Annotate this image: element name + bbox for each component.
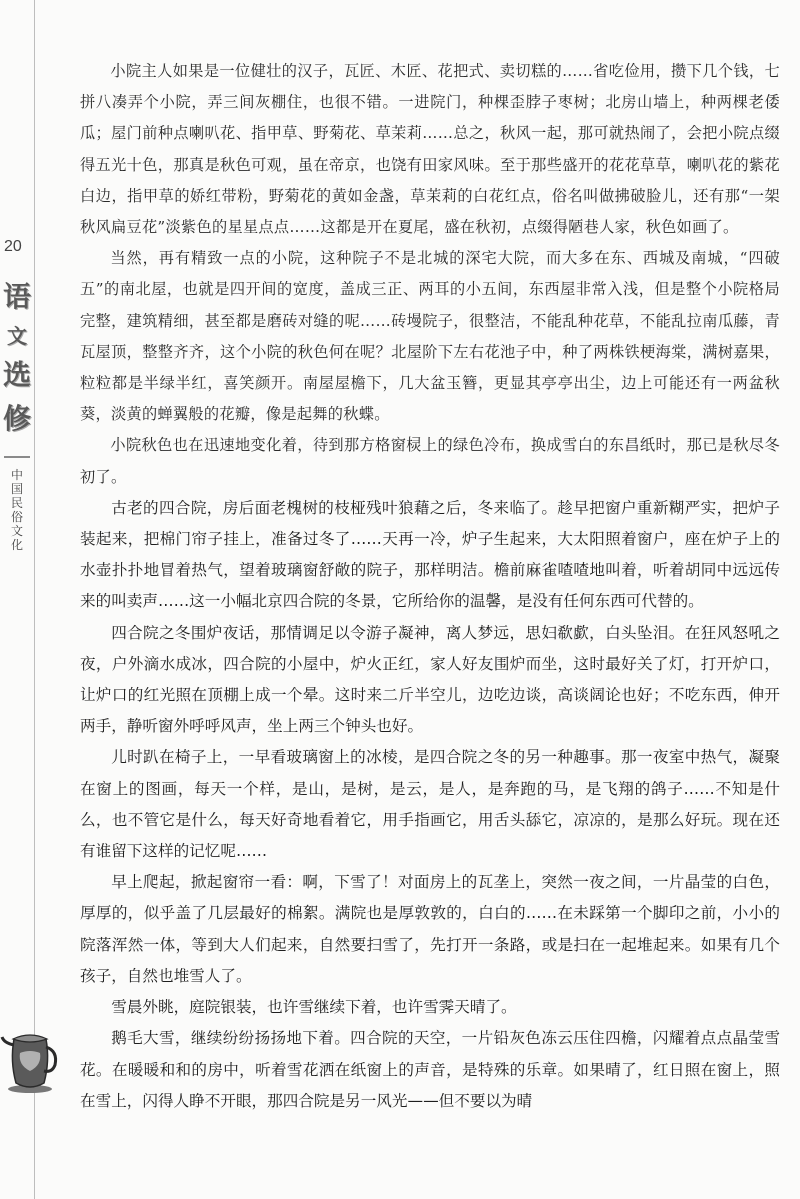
series-title-char: 选 xyxy=(2,358,31,391)
section-winter xyxy=(80,493,780,1117)
subtitle-char: 中 xyxy=(10,468,23,482)
side-separator xyxy=(4,456,30,458)
paragraph: 古老的四合院，房后面老槐树的枝桠残叶狼藉之后，冬来临了。趁早把窗户重新糊严实，把炉子装起来，把棉门帘子挂上，准备过冬了……天再一冷，炉子生起来，大太阳照着窗户，座在炉子上的水壶扑扑地冒着热气，望着玻璃窗舒敞的院子，那样明洁。檐前麻雀喳喳地叫着，听着胡同中远远传来的叫卖声……这一小幅北京四合院的冬景，它所给你的温馨，是没有任何东西可代替的。 xyxy=(80,498,780,611)
margin-rule xyxy=(34,0,35,1199)
paragraph: 鹅毛大雪，继续纷纷扬扬地下着。四合院的天空，一片铅灰色冻云压住四檐，闪耀着点点晶莹雪花。在暖暖和和的房中，听着雪花洒在纸窗上的声音，是特殊的乐章。如果晴了，红日照在窗上，照在雪上，闪得人睁不开眼，那四合院是另一风光——但不要以为晴 xyxy=(80,1029,780,1110)
subtitle-char: 俗 xyxy=(10,510,23,524)
series-title-char: 语 xyxy=(2,280,31,313)
paragraph: 儿时趴在椅子上，一早看玻璃窗上的冰棱，是四合院之冬的另一种趣事。那一夜室中热气，凝聚在窗上的图画，每天一个样，是山，是树，是云，是人，是奔跑的马，是飞翔的鸽子……不知是什么，也不管它是什么，每天好奇地看着它，用手指画它，用舌头舔它，凉凉的，是那么好玩。现在还有谁留下这样的记忆呢…… xyxy=(80,748,780,861)
book-subtitle xyxy=(8,468,26,552)
subtitle-char: 民 xyxy=(10,496,23,510)
paragraph: 四合院之冬围炉夜话，那情调足以令游子凝神，离人梦远，思妇欷歔，白头坠泪。在狂风怒吼之夜，户外滴水成冰，四合院的小屋中，炉火正红，家人好友围炉而坐，这时最好关了灯，打开炉口，让炉口的红光照在顶棚上成一个晕。这时来二斤半空儿，边吃边谈，高谈阔论也好；不吃东西，伸开两手，静听窗外呼呼风声，坐上两三个钟头也好。 xyxy=(80,623,780,736)
paragraph: 早上爬起，掀起窗帘一看：啊，下雪了！对面房上的瓦垄上，突然一夜之间，一片晶莹的白色，厚厚的，似乎盖了几层最好的棉絮。满院也是厚敦敦的，白白的……在未踩第一个脚印之前，小小的院落浑然一体，等到大人们起来，自然要扫雪了，先打开一条路，或是扫在一起堆起来。如果有几个孩子，自然也堆雪人了。 xyxy=(80,873,780,985)
paragraph: 雪晨外眺，庭院银装，也许雪继续下着，也许雪霁天晴了。 xyxy=(111,998,517,1017)
page-number: 20 xyxy=(4,238,22,255)
series-title xyxy=(2,280,32,436)
teapot-icon xyxy=(0,1025,60,1095)
paragraph: 小院主人如果是一位健壮的汉子，瓦匠、木匠、花把式、卖切糕的……省吃俭用，攒下几个钱，七拼八凑弄个小院，弄三间灰棚住，也很不错。一进院门，种棵歪脖子枣树；北房山墙上，种两棵老倭瓜；屋门前种点喇叭花、指甲草、野菊花、草茉莉……总之，秋风一起，那可就热闹了，会把小院点缀得五光十色，那真是秋色可观，虽在帝京，也饶有田家风味。至于那些盛开的花花草草，喇叭花的紫花白边，指甲草的娇红带粉，野菊花的黄如金盏，草茉莉的白花红点，俗名叫做拂破脸儿，还有那“一架秋风扁豆花”淡紫色的星星点点……这都是开在夏尾，盛在秋初，点缀得陋巷人家，秋色如画了。 xyxy=(80,62,780,237)
article-body xyxy=(80,56,780,1117)
subtitle-char: 化 xyxy=(10,538,23,552)
paragraph: 小院秋色也在迅速地变化着，待到那方格窗棂上的绿色冷布，换成雪白的东昌纸时，那已是秋尽冬初了。 xyxy=(80,436,780,486)
subtitle-char: 国 xyxy=(10,482,23,496)
series-title-char: 修 xyxy=(2,402,31,435)
subtitle-char: 文 xyxy=(10,524,23,538)
series-title-char: 文 xyxy=(7,324,27,348)
section-autumn xyxy=(80,56,780,493)
paragraph: 当然，再有精致一点的小院，这种院子不是北城的深宅大院，而大多在东、西城及南城，“四破五”的南北屋，也就是四开间的宽度，盖成三正、两耳的小五间，东西屋非常入浅，但是整个小院格局完整，建筑精细，甚至都是磨砖对缝的呢……砖墁院子，很整洁，不能乱种花草，不能乱拉南瓜藤，青瓦屋顶，整整齐齐，这个小院的秋色何在呢？北屋阶下左右花池子中，种了两株铁梗海棠，满树嘉果，粒粒都是半绿半红，喜笑颜开。南屋屋檐下，几大盆玉簪，更显其亭亭出尘，边上可能还有一两盆秋葵，淡黄的蝉翼般的花瓣，像是起舞的秋蝶。 xyxy=(80,249,780,424)
